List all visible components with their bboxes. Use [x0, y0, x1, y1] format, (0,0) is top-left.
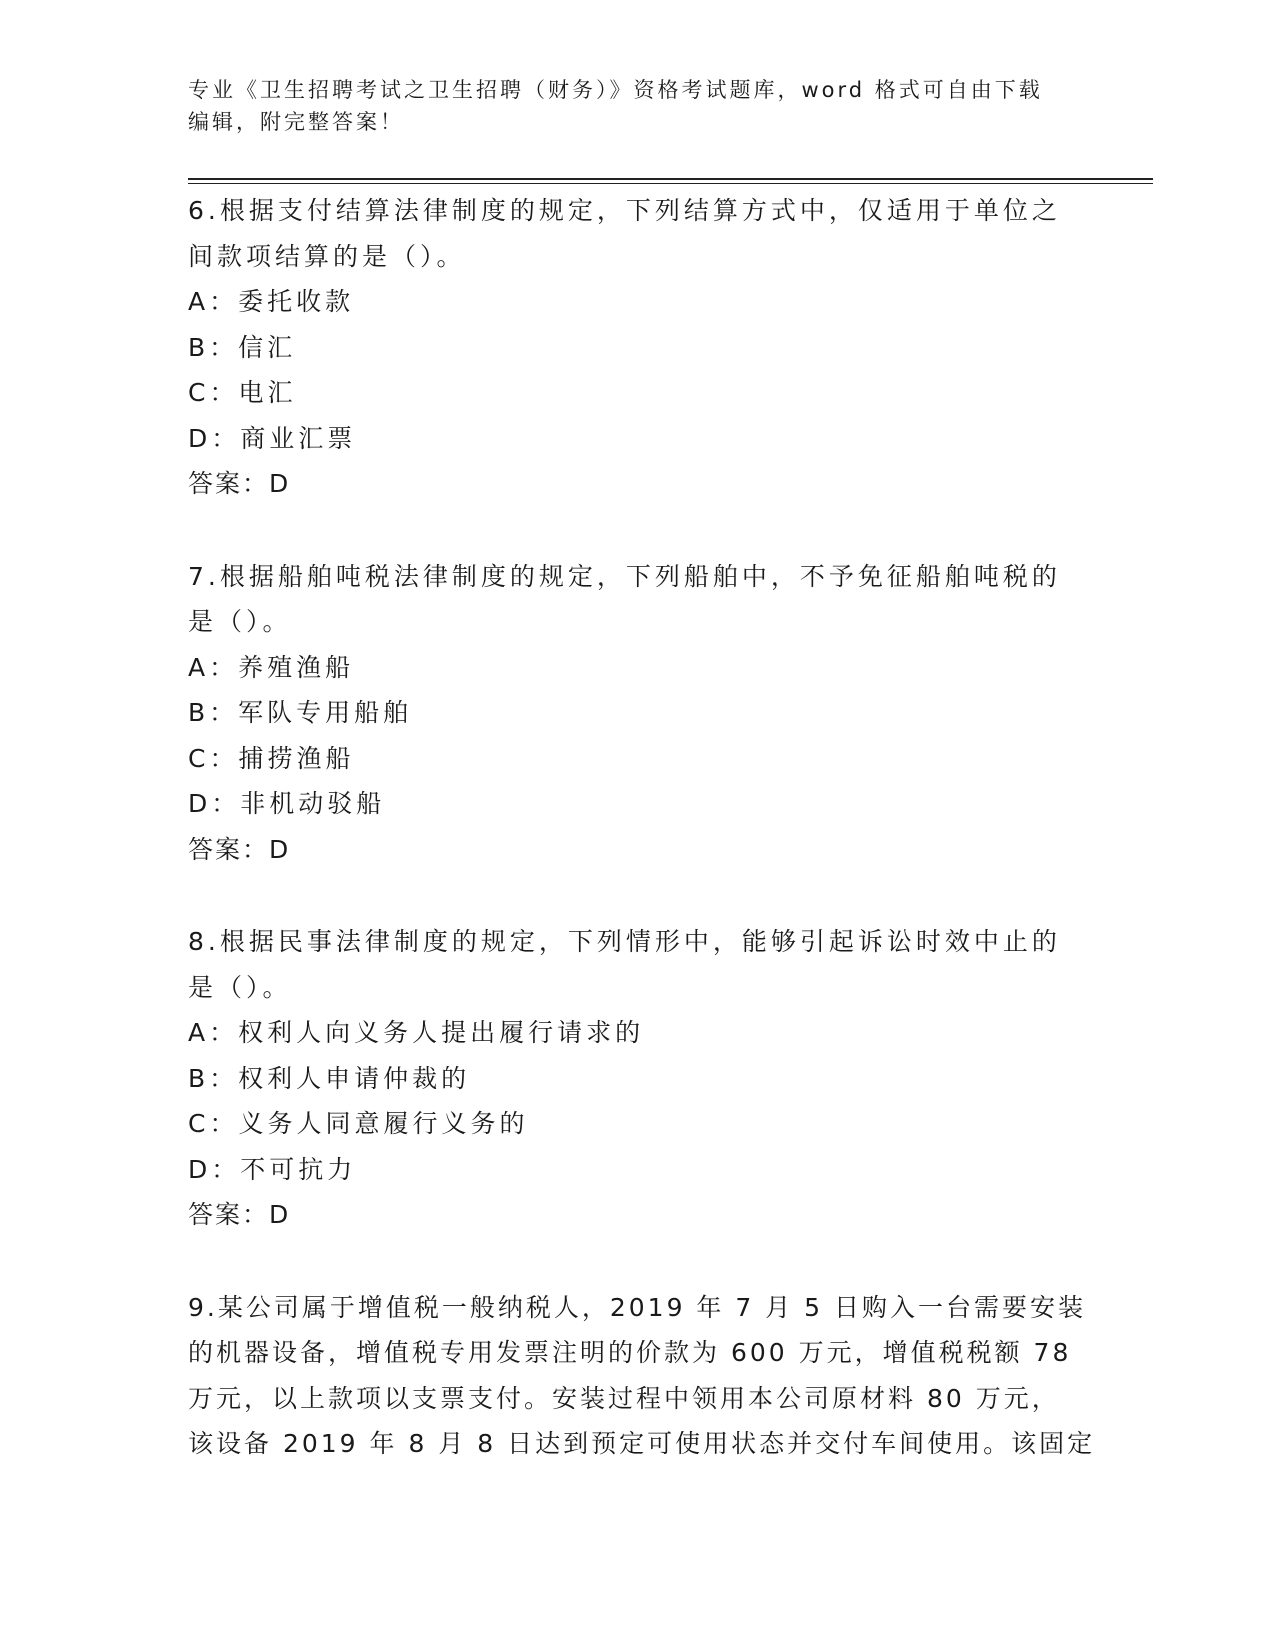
document-header [188, 74, 1088, 138]
option-d: D：商业汇票 [188, 423, 357, 453]
question-stem-line: 的机器设备，增值税专用发票注明的价款为 600 万元，增值税税额 78 [188, 1338, 1072, 1367]
header-line-2: 编辑，附完整答案！ [188, 110, 404, 134]
question-stem-line: 是（）。 [188, 972, 292, 1002]
option-c: C：义务人同意履行义务的 [188, 1109, 529, 1138]
question-9 [188, 1285, 1096, 1467]
question-8 [188, 919, 1088, 1238]
header-line-1: 专业《卫生招聘考试之卫生招聘（财务）》资格考试题库，word 格式可自由下载 [188, 78, 1043, 102]
answer: 答案：D [188, 1200, 291, 1229]
option-b: B：权利人申请仲裁的 [188, 1063, 471, 1093]
option-d: D：非机动驳船 [188, 789, 386, 818]
question-stem-line: 7.根据船舶吨税法律制度的规定，下列船舶中，不予免征船舶吨税的 [188, 561, 1061, 591]
question-stem-line: 万元，以上款项以支票支付。安装过程中领用本公司原材料 80 万元， [188, 1383, 1060, 1413]
answer: 答案：D [188, 469, 291, 498]
header-divider-thick [188, 178, 1153, 180]
question-stem-line: 间款项结算的是（）。 [188, 241, 466, 271]
option-c: C：电汇 [188, 378, 297, 407]
header-divider-thin [188, 183, 1153, 184]
option-d: D：不可抗力 [188, 1154, 357, 1184]
question-6 [188, 188, 1088, 507]
option-a: A：权利人向义务人提出履行请求的 [188, 1018, 645, 1047]
question-stem-line: 9.某公司属于增值税一般纳税人，2019 年 7 月 5 日购入一台需要安装 [188, 1292, 1087, 1322]
option-c: C：捕捞渔船 [188, 743, 355, 773]
question-list [188, 188, 1096, 1467]
question-stem-line: 8.根据民事法律制度的规定，下列情形中，能够引起诉讼时效中止的 [188, 927, 1061, 956]
option-b: B：军队专用船舶 [188, 698, 413, 727]
question-stem-line: 是（）。 [188, 607, 292, 636]
question-7 [188, 554, 1088, 873]
option-b: B：信汇 [188, 332, 297, 362]
answer: 答案：D [188, 834, 291, 864]
question-stem-line: 6.根据支付结算法律制度的规定，下列结算方式中，仅适用于单位之 [188, 196, 1061, 225]
question-stem-line: 该设备 2019 年 8 月 8 日达到预定可使用状态并交付车间使用。该固定 [188, 1429, 1096, 1458]
option-a: A：养殖渔船 [188, 652, 355, 682]
option-a: A：委托收款 [188, 287, 355, 316]
